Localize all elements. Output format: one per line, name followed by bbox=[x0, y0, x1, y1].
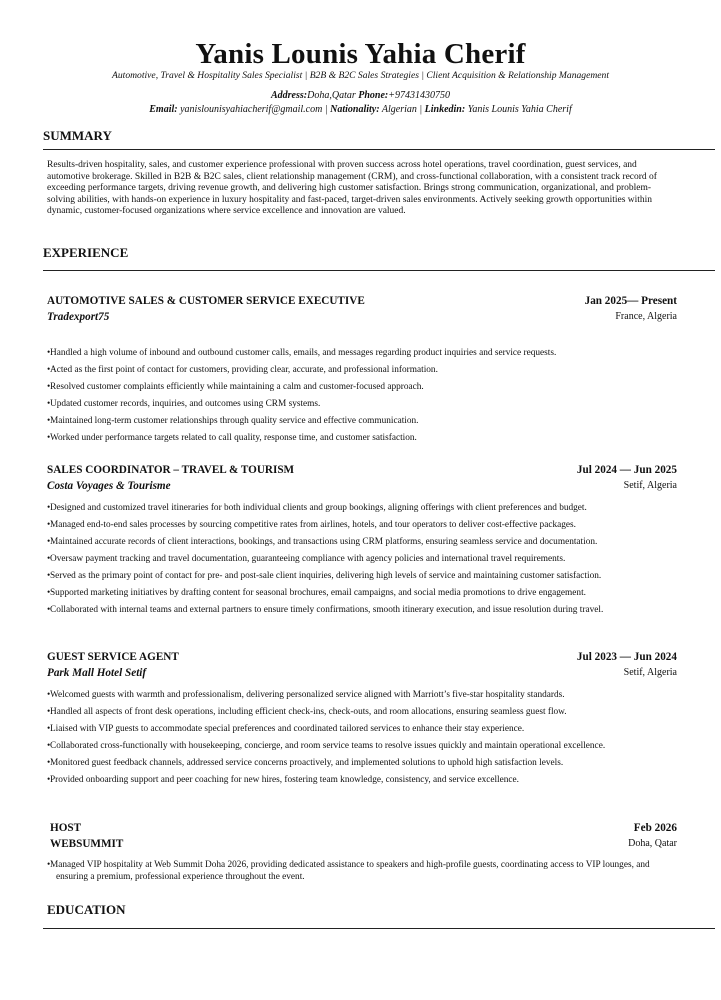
nationality-value: Algerian | bbox=[379, 104, 425, 115]
nationality-label: Nationality: bbox=[330, 104, 380, 115]
job-title: GUEST SERVICE AGENT bbox=[47, 651, 179, 663]
address-value: Doha,Qatar bbox=[307, 90, 359, 101]
list-item: • Handled all aspects of front desk operations, including efficient check-ins, check-outs, and room allocations, ensuring seamless guest flow. bbox=[47, 704, 677, 721]
contact-line-address bbox=[0, 89, 721, 102]
job-date: Jul 2024 — Jun 2025 bbox=[576, 464, 677, 476]
tagline: Automotive, Travel & Hospitality Sales Specialist | B2B & B2C Sales Strategies | Client Acquisition & Relationship Management bbox=[112, 70, 609, 81]
list-item: • Maintained long-term customer relationships through quality service and effective communication. bbox=[47, 413, 677, 430]
job-company: Tradexport75 bbox=[47, 311, 110, 323]
job-location: Setif, Algeria bbox=[623, 480, 677, 491]
list-item: • Collaborated cross-functionally with housekeeping, concierge, and room service teams to resolve issues quickly and maintain operational excellence. bbox=[47, 738, 677, 755]
job-title: HOST bbox=[50, 822, 82, 834]
list-item: • Worked under performance targets related to call quality, response time, and customer satisfaction. bbox=[47, 430, 677, 447]
education-divider bbox=[43, 928, 715, 929]
list-item: • Acted as the first point of contact for customers, providing clear, accurate, and professional information. bbox=[47, 362, 677, 379]
list-item: • Welcomed guests with warmth and professionalism, delivering personalized service aligned with Marriott’s five-star hospitality standards. bbox=[47, 687, 677, 704]
phone-label: Phone: bbox=[358, 90, 389, 101]
list-item: • Provided onboarding support and peer coaching for new hires, fostering team knowledge, consistency, and service excellence. bbox=[47, 772, 677, 789]
job-title: SALES COORDINATOR – TRAVEL & TOURISM bbox=[47, 464, 295, 476]
job-company: WEBSUMMIT bbox=[50, 838, 124, 850]
list-item: • Handled a high volume of inbound and outbound customer calls, emails, and messages regarding product inquiries and service requests. bbox=[47, 345, 677, 362]
linkedin-value: Yanis Lounis Yahia Cherif bbox=[465, 104, 572, 115]
experience-heading: EXPERIENCE bbox=[43, 245, 129, 260]
job-date: Feb 2026 bbox=[633, 822, 677, 834]
list-item: • Served as the primary point of contact for pre- and post-sale client inquiries, delivering high levels of service and maintaining customer satisfaction. bbox=[47, 568, 677, 585]
job-bullets bbox=[47, 859, 674, 888]
job-location: Setif, Algeria bbox=[623, 667, 677, 678]
job-bullets bbox=[47, 500, 677, 619]
list-item: • Resolved customer complaints efficiently while maintaining a calm and customer-focused approach. bbox=[47, 379, 677, 396]
summary-heading: SUMMARY bbox=[43, 128, 112, 143]
linkedin-label: Linkedin: bbox=[424, 104, 466, 115]
address-label: Address: bbox=[271, 90, 308, 101]
experience-divider bbox=[43, 270, 715, 271]
email-value: yanislounisyahiacherif@gmail.com | bbox=[177, 104, 331, 115]
summary-text: Results-driven hospitality, sales, and customer experience professional with proven success across hotel operations, travel coordination, guest services, and automotive brokerage. Skilled in B2B & B2C sales, client relationship management (CRM), and cross-functional collaboration, with a consistent track record of exceeding performance targets, driving revenue growth, and delivering high customer satisfaction. Brings strong communication, organizational, and problem-solving abilities, with hands-on experience in luxury hospitality and fast-paced, target-driven sales environments. Actively seeking growth opportunities within dynamic, customer-focused organizations where service excellence and innovation are valued. bbox=[47, 160, 657, 217]
list-item: • Updated customer records, inquiries, and outcomes using CRM systems. bbox=[47, 396, 677, 413]
job-company: Park Mall Hotel Setif bbox=[47, 667, 147, 679]
job-location: Doha, Qatar bbox=[628, 838, 677, 849]
job-title: AUTOMOTIVE SALES & CUSTOMER SERVICE EXECUTIVE bbox=[47, 295, 365, 307]
education-heading: EDUCATION bbox=[47, 902, 126, 917]
list-item: • Collaborated with internal teams and external partners to ensure timely confirmations, smooth itinerary execution, and issue resolution during travel. bbox=[47, 602, 677, 619]
candidate-name: Yanis Lounis Yahia Cherif bbox=[195, 38, 526, 70]
job-company: Costa Voyages & Tourisme bbox=[47, 480, 171, 492]
job-location: France, Algeria bbox=[615, 311, 677, 322]
contact-line-email bbox=[0, 103, 721, 116]
summary-divider bbox=[43, 149, 715, 150]
list-item: • Liaised with VIP guests to accommodate special preferences and coordinated tailored services to enhance their stay experience. bbox=[47, 721, 677, 738]
list-item: • Managed end-to-end sales processes by sourcing competitive rates from airlines, hotels, and tour operators to deliver cost-effective packages. bbox=[47, 517, 677, 534]
job-date: Jul 2023 — Jun 2024 bbox=[576, 651, 677, 663]
phone-value: +97431430750 bbox=[388, 90, 450, 101]
list-item: • Oversaw payment tracking and travel documentation, guaranteeing compliance with agency policies and international travel requirements. bbox=[47, 551, 677, 568]
job-bullets bbox=[47, 687, 677, 789]
job-date: Jan 2025— Present bbox=[584, 295, 677, 307]
list-item: • Maintained accurate records of client interactions, bookings, and transactions using CRM platforms, ensuring seamless service and documentation. bbox=[47, 534, 677, 551]
job-bullets bbox=[47, 345, 677, 447]
list-item: • Supported marketing initiatives by drafting content for seasonal brochures, email campaigns, and social media promotions to drive engagement. bbox=[47, 585, 677, 602]
list-item: • Managed VIP hospitality at Web Summit Doha 2026, providing dedicated assistance to speakers and high-profile guests, coordinating access to VIP lounges, and ensuring a premium, professional experience throughout the event. bbox=[47, 859, 674, 883]
email-label: Email: bbox=[149, 104, 178, 115]
list-item: • Monitored guest feedback channels, addressed service concerns proactively, and implemented solutions to uphold high satisfaction levels. bbox=[47, 755, 677, 772]
list-item: • Designed and customized travel itineraries for both individual clients and group bookings, aligning offerings with client preferences and budget. bbox=[47, 500, 677, 517]
